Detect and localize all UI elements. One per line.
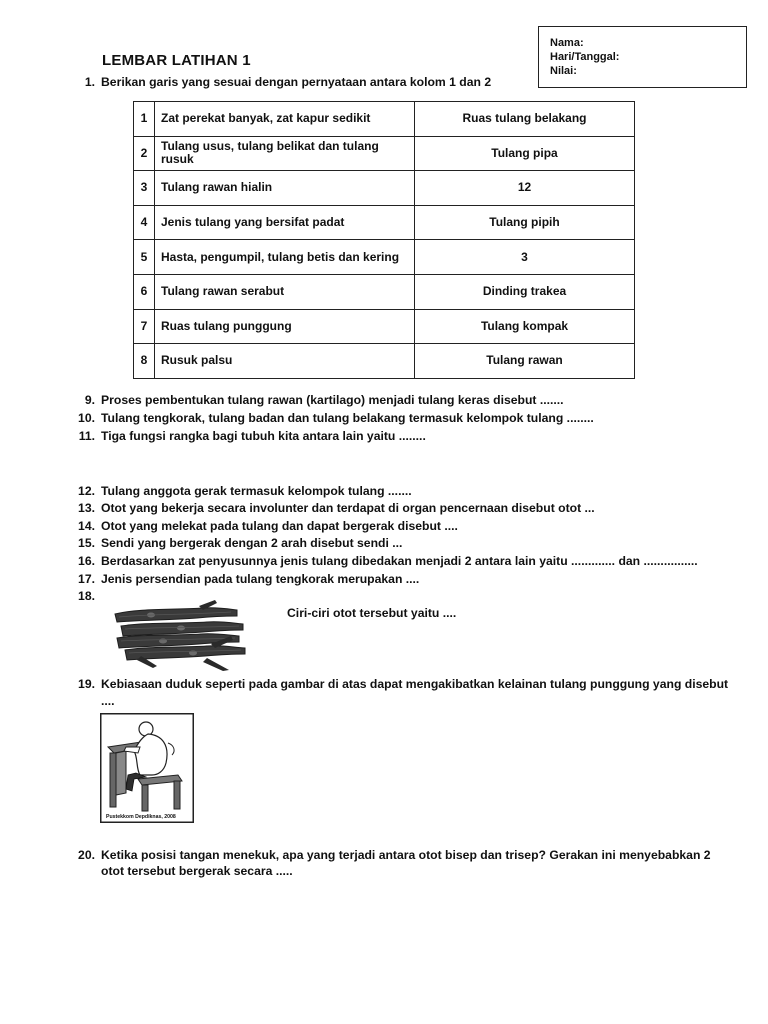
question-text: Berikan garis yang sesuai dengan pernyataan antara kolom 1 dan 2 [101,75,492,89]
question-1 [84,74,492,90]
sitting-posture-image [100,713,194,823]
question-number: 17. [78,572,95,586]
date-label: Hari/Tanggal: [550,51,620,63]
question-9 [84,392,564,408]
question-number: 9. [84,393,95,407]
table-row [134,344,635,379]
row-number: 2 [134,136,155,171]
question-20-line-2: otot tersebut bergerak secara ..... [101,864,293,878]
column-1-cell: Tulang rawan hialin [155,171,415,206]
question-number: 14. [78,519,95,533]
question-number: 19. [78,677,95,691]
table-row [134,102,635,137]
column-2-cell: Tulang pipih [415,205,635,240]
column-2-cell: 3 [415,240,635,275]
question-10 [78,410,594,426]
question-text: Kebiasaan duduk seperti pada gambar di atas dapat mengakibatkan kelainan tulang punggung yang disebut [101,677,729,691]
question-text: Proses pembentukan tulang rawan (kartilago) menjadi tulang keras disebut ....... [101,393,564,407]
question-text: Otot yang melekat pada tulang dan dapat bergerak disebut .... [101,519,458,533]
question-18-caption: Ciri-ciri otot tersebut yaitu .... [287,606,457,620]
question-number: 16. [78,554,95,568]
column-2-cell: Tulang pipa [415,136,635,171]
column-2-cell: Tulang rawan [415,344,635,379]
column-2-cell: Dinding trakea [415,274,635,309]
column-1-cell: Ruas tulang punggung [155,309,415,344]
row-number: 3 [134,171,155,206]
question-13 [78,500,595,516]
question-number: 15. [78,536,95,550]
question-text: Tulang tengkorak, tulang badan dan tulang belakang termasuk kelompok tulang ........ [101,411,594,425]
name-label: Nama: [550,37,584,49]
question-text: Tulang anggota gerak termasuk kelompok tulang ....... [101,484,412,498]
table-row [134,205,635,240]
question-15 [78,535,403,551]
table-row [134,136,635,171]
table-row [134,274,635,309]
question-12 [78,483,412,499]
column-2-cell: Ruas tulang belakang [415,102,635,137]
student-info-box [538,26,747,88]
question-number: 20. [78,848,95,862]
column-1-cell: Hasta, pengumpil, tulang betis dan kering [155,240,415,275]
question-19 [78,676,729,692]
question-text: Sendi yang bergerak dengan 2 arah disebut sendi ... [101,536,403,550]
question-number: 18. [78,589,95,603]
figure-credit: Pustekkom Depdiknas, 2008 [106,814,176,820]
page-title: LEMBAR LATIHAN 1 [102,52,251,69]
question-11 [78,428,426,444]
question-text: Berdasarkan zat penyusunnya jenis tulang dibedakan menjadi 2 antara lain yaitu ............. dan ................ [101,554,698,568]
question-16 [78,553,698,569]
matching-table [133,101,635,379]
column-1-cell: Jenis tulang yang bersifat padat [155,205,415,240]
question-number: 12. [78,484,95,498]
smooth-muscle-image [111,600,249,672]
question-19-line-2: .... [101,694,115,708]
table-row [134,171,635,206]
column-1-cell: Tulang rawan serabut [155,274,415,309]
row-number: 7 [134,309,155,344]
table-row [134,309,635,344]
row-number: 6 [134,274,155,309]
row-number: 4 [134,205,155,240]
question-text: Ketika posisi tangan menekuk, apa yang terjadi antara otot bisep dan trisep? Gerakan ini menyebabkan 2 [101,848,711,862]
row-number: 5 [134,240,155,275]
question-17 [78,571,420,587]
question-14 [78,518,458,534]
question-20 [78,847,711,863]
row-number: 1 [134,102,155,137]
column-1-cell: Zat perekat banyak, zat kapur sedikit [155,102,415,137]
table-row [134,240,635,275]
row-number: 8 [134,344,155,379]
column-2-cell: 12 [415,171,635,206]
column-1-cell: Rusuk palsu [155,344,415,379]
column-1-cell: Tulang usus, tulang belikat dan tulang rusuk [155,136,415,171]
question-number: 10. [78,411,95,425]
score-label: Nilai: [550,65,577,77]
question-text: Jenis persendian pada tulang tengkorak merupakan .... [101,572,420,586]
question-text: Otot yang bekerja secara involunter dan terdapat di organ pencernaan disebut otot ... [101,501,595,515]
question-text: Tiga fungsi rangka bagi tubuh kita antara lain yaitu ........ [101,429,426,443]
question-number: 11. [78,429,95,443]
question-number: 1. [84,75,95,89]
column-2-cell: Tulang kompak [415,309,635,344]
question-number: 13. [78,501,95,515]
